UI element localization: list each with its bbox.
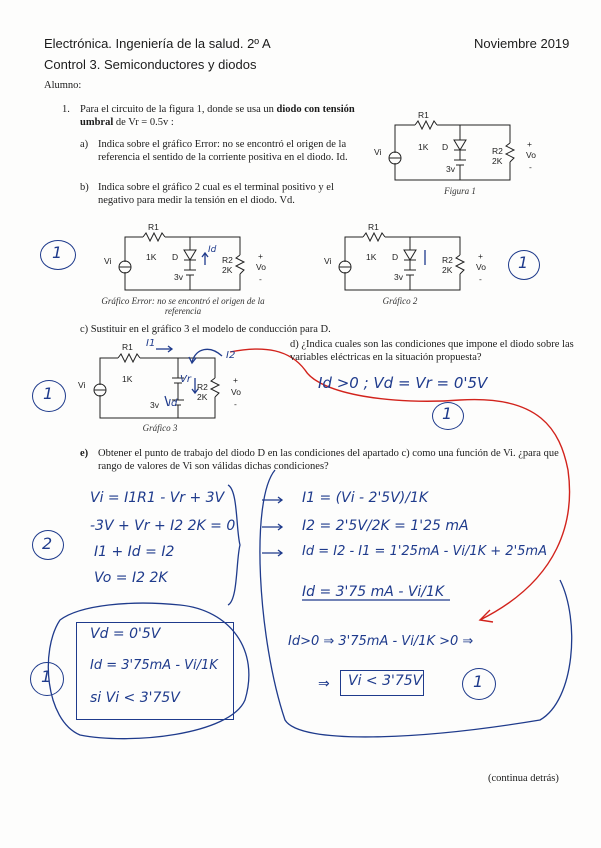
q1e-letter: e) xyxy=(80,448,89,459)
g2-r1-val: 1K xyxy=(366,252,377,262)
q1b-letter: b) xyxy=(80,182,89,193)
g2-r1: R1 xyxy=(368,222,379,232)
fig1-r2: R2 xyxy=(492,146,503,156)
g2-r2-val: 2K xyxy=(442,265,453,275)
g2-vo: Vo xyxy=(476,262,486,272)
hand-id: Id xyxy=(168,398,178,409)
graf3-caption: Gráfico 3 xyxy=(142,423,178,433)
fig1-minus: - xyxy=(529,162,532,172)
box-line-2: Id = 3'75mA - Vi/1K xyxy=(90,658,218,673)
continue-note: (continua detrás) xyxy=(488,773,559,784)
eq-2: -3V + Vr + I2 2K = 0 xyxy=(90,518,236,534)
ge-r2-val: 2K xyxy=(222,265,233,275)
res-4: Id = 3'75 mA - Vi/1K xyxy=(302,584,445,600)
hand-id-arrow: Id xyxy=(208,245,217,255)
score-3: 1 xyxy=(43,384,54,403)
g3-r1-val: 1K xyxy=(122,374,133,384)
res-1: I1 = (Vi - 2'5V)/1K xyxy=(302,490,429,506)
g2-minus: - xyxy=(479,274,482,284)
ge-vi: Vi xyxy=(104,256,112,266)
doc-title: Electrónica. Ingeniería de la salud. 2º A xyxy=(44,36,271,51)
hand-i2: I2 xyxy=(226,350,236,361)
q1-intro-a: Para el circuito de la figura 1, donde se usa un xyxy=(80,104,274,115)
g2-3v: 3v xyxy=(394,272,403,282)
q1a-text: Indica sobre el gráfico Error: no se encontró el origen de la referencia el sentido de la corriente positiva en el diodo. Id. xyxy=(98,139,348,163)
fig1-r2-val: 2K xyxy=(492,156,503,166)
ge-vo: Vo xyxy=(256,262,266,272)
ge-d: D xyxy=(172,252,179,262)
ge-r1-val: 1K xyxy=(146,252,157,262)
g3-vi: Vi xyxy=(78,380,86,390)
fig1-vo: Vo xyxy=(526,150,536,160)
score-7: 1 xyxy=(473,672,484,691)
q1-intro-b: de Vr = 0.5v : xyxy=(115,117,174,128)
hand-vr: Vr xyxy=(180,374,191,385)
g2-r2: R2 xyxy=(442,255,453,265)
doc-subtitle: Control 3. Semiconductores y diodos xyxy=(44,57,257,72)
fig1-r1: R1 xyxy=(418,110,429,120)
g3-3v: 3v xyxy=(150,400,159,410)
g3-r2: R2 xyxy=(197,382,208,392)
score-5: 2 xyxy=(42,534,53,553)
box-line-1: Vd = 0'5V xyxy=(90,626,161,642)
q1b-text: Indica sobre el gráfico 2 cual es el terminal positivo y el negativo para medir la tensión en el diodo. Vd. xyxy=(98,182,334,206)
ge-minus: - xyxy=(259,274,262,284)
res-3: Id = I2 - I1 = 1'25mA - Vi/1K + 2'5mA xyxy=(302,544,547,559)
fig1-r1-val: 1K xyxy=(418,142,429,152)
student-label: Alumno: xyxy=(44,80,82,91)
g3-plus: + xyxy=(233,375,238,385)
hand-i1: I1 xyxy=(146,338,156,349)
final-result: Vi < 3'75V xyxy=(348,673,423,689)
q1e-text: Obtener el punto de trabajo del diodo D en las condiciones del apartado c) como una función de Vi. ¿para que rango de valores de Vi son válidas dichas condiciones? xyxy=(98,448,559,472)
fig1-plus: + xyxy=(527,139,532,149)
eq-1: Vi = I1R1 - Vr + 3V xyxy=(90,490,225,506)
q1d-text: d) ¿Indica cuales son las condiciones que impone el diodo sobre las variables eléctricas en la situación propuesta? xyxy=(290,339,574,363)
g2-plus: + xyxy=(478,251,483,261)
box-line-3: si Vi < 3'75V xyxy=(90,690,180,706)
condition-text: Id >0 ; Vd = Vr = 0'5V xyxy=(318,374,488,392)
q1a-letter: a) xyxy=(80,139,89,150)
g3-r2-val: 2K xyxy=(197,392,208,402)
fig1-d: D xyxy=(442,142,449,152)
ge-r1: R1 xyxy=(148,222,159,232)
graf2-caption: Gráfico 2 xyxy=(382,296,418,306)
fig1-3v: 3v xyxy=(446,164,455,174)
eq-3: I1 + Id = I2 xyxy=(94,544,175,560)
q1-number: 1. xyxy=(62,104,70,115)
score-4: 1 xyxy=(442,404,453,423)
q1c-text: c) Sustituir en el gráfico 3 el modelo de conducción para D. xyxy=(80,324,331,335)
ge-3v: 3v xyxy=(174,272,183,282)
g2-d: D xyxy=(392,252,399,262)
eq-4: Vo = I2 2K xyxy=(94,570,168,586)
score-1: 1 xyxy=(52,243,63,262)
fig1-vi: Vi xyxy=(374,147,382,157)
q1-intro-bold: diodo con tensión umbral xyxy=(80,104,355,128)
g3-vo: Vo xyxy=(231,387,241,397)
score-2: 1 xyxy=(518,253,529,272)
graf-error-caption: Gráfico Error: no se encontró el origen de la referencia xyxy=(101,296,265,316)
doc-date: Noviembre 2019 xyxy=(474,36,570,51)
inequality: Id>0 ⇒ 3'75mA - Vi/1K >0 ⇒ xyxy=(288,634,474,649)
g2-vi: Vi xyxy=(324,256,332,266)
final-arrow: ⇒ xyxy=(318,676,330,692)
g3-r1: R1 xyxy=(122,342,133,352)
ge-r2: R2 xyxy=(222,255,233,265)
fig1-caption: Figura 1 xyxy=(444,186,476,196)
score-6: 1 xyxy=(41,667,52,686)
ge-plus: + xyxy=(258,251,263,261)
g3-minus: - xyxy=(234,399,237,409)
res-2: I2 = 2'5V/2K = 1'25 mA xyxy=(302,518,469,534)
